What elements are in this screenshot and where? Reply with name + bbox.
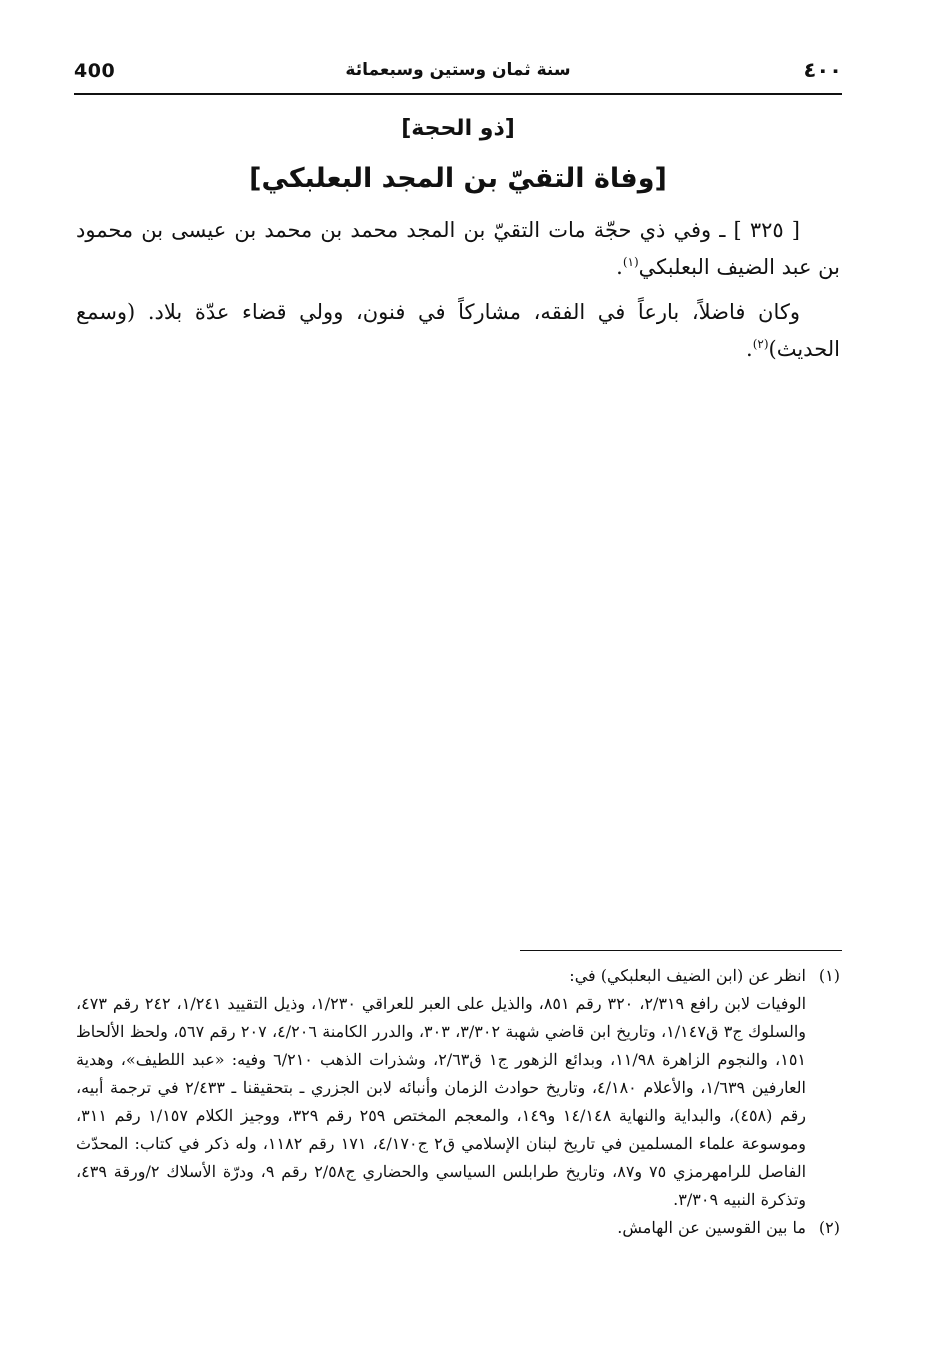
running-title: سنة ثمان وستين وسبعمائة	[345, 60, 571, 80]
header-rule	[74, 93, 842, 95]
running-header	[74, 58, 842, 92]
footnote-marker: (١)	[818, 966, 840, 985]
footnote-marker: (٢)	[818, 1218, 840, 1237]
footnote-body	[76, 962, 806, 1214]
entry-paragraph-text: [ ٣٢٥ ] ـ وفي ذي حجّة مات التقيّ بن المجد محمد بن محمد بن عيسى بن محمود بن عبد الضيف البعلبكي	[76, 218, 840, 279]
section-heading: [وفاة التقيّ بن المجد البعلبكي]	[249, 163, 667, 194]
footnote-text: الوفيات لابن رافع ٢/٣١٩، ٣٢٠ رقم ٨٥١، والذيل على العبر للعراقي ١/٢٣٠، وذيل التقييد ١/٢٤١، ٢٤٢ رقم ٤٧٣، والسلوك ج٣ ق١/١٤٧، وتاريخ ابن قاضي شهبة ٣/٣٠٢، ٣٠٣، والدرر الكامنة ٤/٢٠٦، ٢٠٧ رقم ٥٦٧، ولحظ الألحاظ ١٥١، والنجوم الزاهرة ١١/٩٨، وبدائع الزهور ج١ ق٢/٦٣، وشذرات الذهب ٦/٢١٠ وفيه: «عبد اللطيف»، وهدية العارفين ١/٦٣٩، والأعلام ٤/١٨٠، وتاريخ حوادث الزمان وأنبائه لابن الجزري ـ بتحقيقنا ـ ٢/٤٣٣ في ترجمة أبيه، رقم (٤٥٨)، والبداية والنهاية ١٤/١٤٨ و١٤٩، والمعجم المختص ٢٥٩ رقم ٣٢٩، ووجيز الكلام ١/١٥٧ رقم ٣١١، وموسوعة علماء المسلمين في تاريخ لبنان الإسلامي ق٢ ج٤/١٧٠، ١٧١ رقم ١١٨٢، وله ذكر في كتاب: المحدّث الفاصل للرامهرمزي ٧٥ و٨٧، وتاريخ طرابلس السياسي والحضاري ج٢/٥٨ رقم ٩، ودرّة الأسلاك ٢/ورقة ٤٣٩، وتذكرة النبيه ٣/٣٠٩.	[76, 994, 807, 1209]
footnote-item	[76, 962, 840, 1214]
footnote-intro: انظر عن (ابن الضيف البعلبكي) في:	[569, 966, 806, 985]
footnote-reference: (٢)	[752, 337, 769, 351]
entry-paragraph	[76, 294, 840, 368]
footnote-body	[76, 1214, 806, 1242]
paragraph-end: .	[746, 337, 753, 361]
footnote-item	[76, 1214, 840, 1242]
footnote-intro: ما بين القوسين عن الهامش.	[617, 1218, 806, 1237]
entry-paragraph	[76, 212, 840, 286]
entry-paragraph-text: وكان فاضلاً، بارعاً في الفقه، مشاركاً في فنون، وولي قضاء عدّة بلاد. (وسمع الحديث)	[76, 300, 840, 361]
footnote-separator	[520, 950, 842, 951]
page-number-arabic: ٤٠٠	[803, 58, 842, 82]
footnote-reference: (١)	[622, 255, 639, 269]
page-number-latin: 400	[74, 60, 116, 82]
entry-text	[76, 212, 840, 376]
paragraph-end: .	[616, 255, 623, 279]
footnotes	[76, 962, 840, 1242]
month-heading: [ذو الحجة]	[401, 116, 515, 141]
